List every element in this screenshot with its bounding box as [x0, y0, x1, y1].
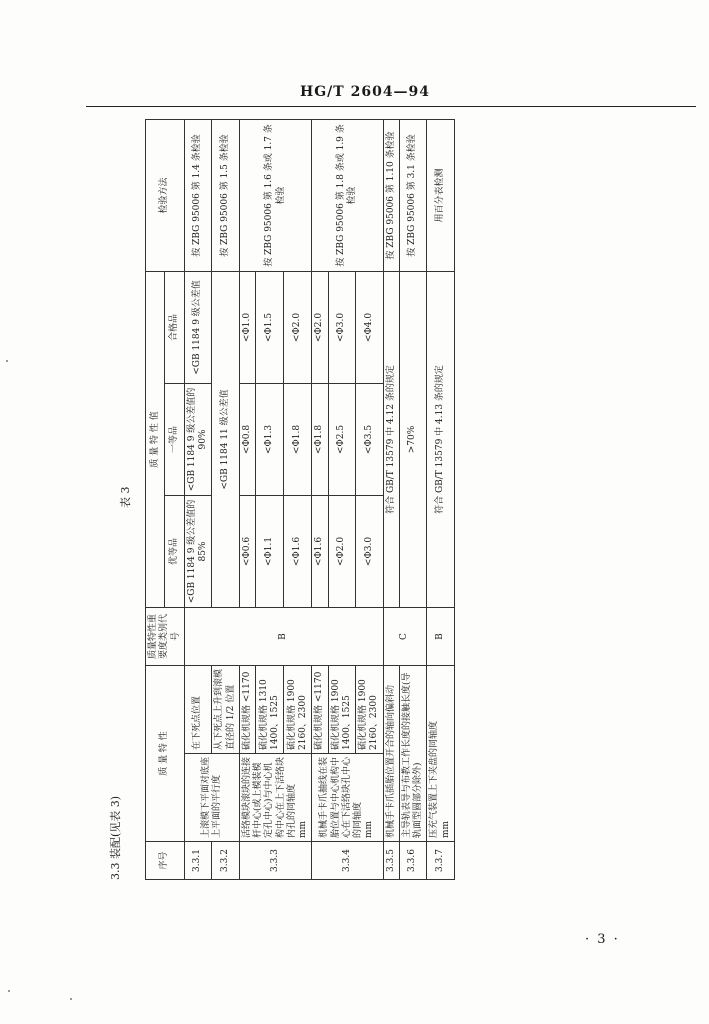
value-superior: <Φ1.1	[256, 496, 284, 608]
value-superior: <Φ1.6	[312, 496, 328, 608]
standard-code: HG/T 2604—94	[300, 84, 431, 100]
value-merged: >70%	[399, 271, 427, 607]
item-parallelism: 上滚模下平面对底座上平面的平行度	[184, 754, 239, 842]
value-superior: <Φ3.0	[356, 496, 384, 608]
item-text: 机械手卡爪插胎位置开合的轴向偏斜动	[383, 666, 399, 842]
method: 按 ZBG 95006 第 1.6 条或 1.7 条检验	[239, 119, 312, 271]
page-number: · 3 ·	[585, 932, 620, 947]
row-no: 3.3.5	[383, 842, 399, 880]
row-no: 3.3.4	[312, 842, 383, 880]
category-code: B	[184, 608, 383, 666]
method: 按 ZBG 95006 第 1.10 条检验	[383, 119, 399, 271]
quality-table	[145, 119, 455, 880]
header-no: 序号	[146, 842, 185, 880]
table-row	[427, 119, 455, 879]
row-no: 3.3.2	[212, 842, 240, 880]
category-code: C	[383, 608, 427, 666]
table-header-row	[146, 119, 165, 879]
table-row	[184, 119, 212, 879]
table-row	[383, 119, 399, 879]
header-value: 质 量 特 性 值	[146, 271, 165, 607]
method: 按 ZBG 95006 第 1.4 条检验	[184, 119, 212, 271]
value-qualified: <Φ1.0	[239, 271, 256, 383]
method: 按 ZBG 95006 第 1.8 条或 1.9 条检验	[312, 119, 383, 271]
value-first: <Φ1.8	[284, 384, 312, 496]
method: 用百分表检测	[427, 119, 455, 271]
value-first: <Φ0.8	[239, 384, 256, 496]
spec: 硫化机规格 <1170	[239, 666, 256, 754]
value-qualified: <Φ2.0	[284, 271, 312, 383]
item-unit: mm	[440, 820, 451, 838]
row-no: 3.3.3	[239, 842, 312, 880]
item-unit: mm	[364, 820, 375, 838]
item-unit: mm	[298, 820, 308, 838]
value-merged: 符合 GB/T 13579 中 4.12 条的规定	[383, 271, 399, 607]
value-first: <Φ1.8	[312, 384, 328, 496]
header-item: 质 量 特 性	[146, 666, 185, 842]
item-text	[427, 666, 455, 842]
value-qualified: <Φ2.0	[312, 271, 328, 383]
row-no: 3.3.6	[399, 842, 427, 880]
header-rule	[86, 106, 696, 107]
header-category: 质量特性重要度类别代号	[146, 608, 185, 666]
value-merged: 符合 GB/T 13579 中 4.13 条的规定	[427, 271, 455, 607]
table-row	[239, 119, 256, 879]
spec: 硫化机规格 1900 1400、1525	[328, 666, 356, 754]
table-row	[399, 119, 427, 879]
header-superior: 优等品	[165, 496, 184, 608]
value-first: <Φ3.5	[356, 384, 384, 496]
scan-speck	[70, 998, 72, 1000]
item-text: 机械手卡爪抽线在装胎位置与中心机构中心在下活络块孔中心的同轴度	[319, 756, 363, 838]
value-qualified: <GB 1184 9 级公差值	[184, 271, 212, 383]
item-coaxiality	[239, 754, 312, 842]
value-qualified: <Φ3.0	[328, 271, 356, 383]
value-qualified: <Φ1.5	[256, 271, 284, 383]
value-superior: <Φ0.6	[239, 496, 256, 608]
category-code: B	[427, 608, 455, 666]
row-no: 3.3.1	[184, 842, 212, 880]
item-position: 从下死点上升到滚模直径的 1/2 位置	[212, 666, 240, 754]
item-text: 活络模块滚块的连接杆中心(或上模装模定孔中心)与中心机构中心在上下活络块内孔的同轴度	[241, 756, 297, 838]
scan-speck	[8, 990, 10, 992]
value-first: <Φ2.5	[328, 384, 356, 496]
value-qualified: <Φ4.0	[356, 271, 384, 383]
table-row	[312, 119, 328, 879]
header-qualified: 合格品	[165, 271, 184, 383]
value-first: <Φ1.3	[256, 384, 284, 496]
row-no: 3.3.7	[427, 842, 455, 880]
value-superior: <GB 1184 9 级公差值的 85%	[184, 496, 212, 608]
item-position: 在下死点位置	[184, 666, 212, 754]
method: 按 ZBG 95006 第 1.5 条检验	[212, 119, 240, 271]
item-coaxiality	[312, 754, 383, 842]
section-title: 3.3 装配(见表 3)	[109, 795, 122, 880]
header-method: 检验方法	[146, 119, 185, 271]
table-name: 表 3	[119, 486, 132, 508]
header-first: 一等品	[165, 384, 184, 496]
item-text: 主导轨表导与布教工作长度的接触长度(导轨面型圆部分除外)	[399, 666, 427, 842]
value-merged: <GB 1184 11 级公差值	[212, 271, 240, 607]
item-label: 压充气装置上下夹盘的同轴度	[429, 720, 440, 838]
scan-speck	[6, 360, 8, 362]
spec: 硫化机规格 1310 1400、1525	[256, 666, 284, 754]
value-superior: <Φ1.6	[284, 496, 312, 608]
spec: 硫化机规格 <1170	[312, 666, 328, 754]
value-superior: <Φ2.0	[328, 496, 356, 608]
rotated-table-block	[107, 120, 547, 880]
method: 按 ZBG 95006 第 3.1 条检验	[399, 119, 427, 271]
spec: 硫化机规格 1900 2160、2300	[356, 666, 384, 754]
spec: 硫化机规格 1900 2160、2300	[284, 666, 312, 754]
value-first: <GB 1184 9 级公差值的 90%	[184, 384, 212, 496]
